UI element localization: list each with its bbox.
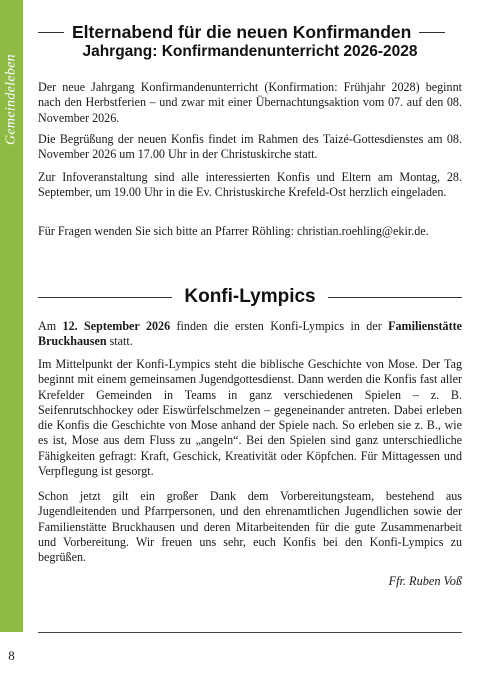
page-number: 8 <box>8 648 15 663</box>
section2-heading <box>38 286 462 308</box>
section1-subtitle: Jahrgang: Konfirmandenunterricht 2026-2028 <box>82 43 418 60</box>
section2-title: Konfi-Lympics <box>184 286 316 307</box>
section1-title: Elternabend für die neuen Konfirmanden <box>72 22 412 42</box>
intro-middle: finden die ersten Konfi-Lympics in der <box>170 319 389 333</box>
intro-prefix: Am <box>38 319 63 333</box>
paragraph: Schon jetzt gilt ein großer Dank dem Vorbereitungsteam, bestehend aus Jugendleitenden und Pfarrpersonen, und den ehrenamtlichen Jugendlichen sowie der Familienstätte Bruckhausen und deren Mitarbeitenden für die gute Zusammenarbeit und Vorbereitung. Wir freuen uns sehr, euch Konfis bei den Konfi-Lympics zu begrüßen. <box>38 489 462 565</box>
heading-rule-right <box>328 297 462 298</box>
intro-paragraph <box>38 319 462 350</box>
paragraph: Im Mittelpunkt der Konfi-Lympics steht die biblische Geschichte von Mose. Der Tag beginnt mit einem gemeinsamen Jugendgottesdienst. Dann werden die Konfis fast aller Krefelder Gemeinden in Teams in ganz verschiedenen Spielen – z. B. Seifenrutschhockey oder Eiswürfelschmelzen – gegeneinander antreten. Dabei erleben die Konfis die Geschichte von Mose anhand der Spiele nach. So erleben sie z. B., wie es ist, Mose aus dem Fluss zu „angeln“. Bei den Spielen sind ganz unterschiedliche Fähigkeiten gefragt: Kraft, Geschick, Kreativität oder Köpfchen. Für Mittagessen und Verpflegung ist gesorgt. <box>38 357 462 479</box>
event-place: Familienstätte Bruckhausen <box>38 319 462 349</box>
section1-heading <box>38 22 462 43</box>
heading-rule-left <box>38 297 172 298</box>
event-date: 12. September 2026 <box>62 319 171 333</box>
sidebar-band <box>0 0 23 632</box>
signature: Ffr. Ruben Voß <box>388 574 462 588</box>
paragraph: Zur Infoveranstaltung sind alle interessierten Konfis und Eltern am Montag, 28. September, um 19.00 Uhr in die Ev. Christuskirche Krefeld-Ost herzlich eingeladen. <box>38 170 462 200</box>
heading-rule-right <box>419 32 445 33</box>
sidebar <box>0 0 23 681</box>
section-label: Gemeindeleben <box>3 54 19 146</box>
intro-suffix: statt. <box>106 334 133 349</box>
paragraph: Die Begrüßung der neuen Konfis findet im Rahmen des Taizé-Gottesdienstes am 08. November 2026 um 17.00 Uhr in der Christuskirche statt. <box>38 132 462 162</box>
contact-paragraph: Für Fragen wenden Sie sich bitte an Pfarrer Röhling: christian.roehling@ekir.de. <box>38 224 429 238</box>
heading-rule-left <box>38 32 64 33</box>
footer-rule <box>38 632 462 633</box>
paragraph: Der neue Jahrgang Konfirmandenunterricht (Konfirmation: Frühjahr 2028) beginnt nach den Herbstferien – und zwar mit einer Übernachtungsaktion vom 07. auf den 08. November 2026. <box>38 80 462 125</box>
